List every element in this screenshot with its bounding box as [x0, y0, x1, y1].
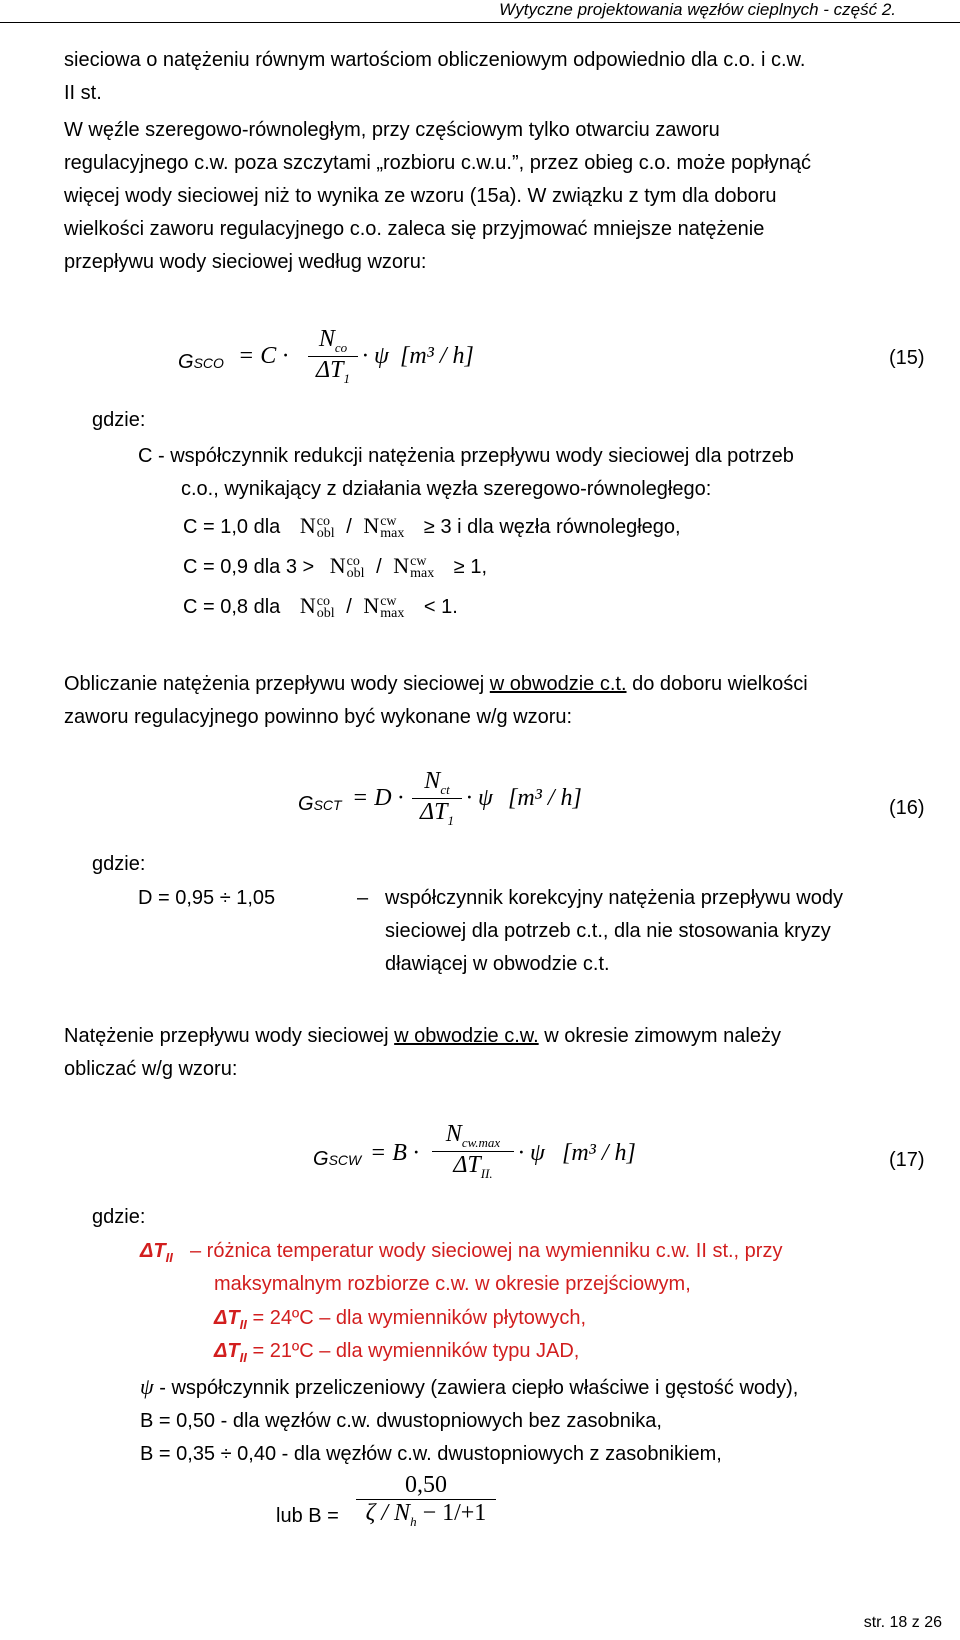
gdzie-label: gdzie:: [92, 853, 146, 875]
text-line: maksymalnym rozbiorze c.w. w okresie przejściowym,: [214, 1273, 691, 1295]
text-line: c.o., wynikający z działania węzła szeregowo-równoległego:: [181, 478, 712, 500]
page-header: [0, 0, 960, 23]
text-line: dławiącej w obwodzie c.t.: [385, 953, 610, 975]
eq-fraction: $N_{cw.max}$ $\Delta T_{II.}$: [432, 1121, 514, 1182]
condition-row: C = 0,9 dla 3 > Nco obl / Ncw max ≥ 1,: [183, 553, 488, 581]
text-line: B = 0,35 ÷ 0,40 - dla węzłów c.w. dwustopniowych z zasobnikiem,: [140, 1443, 722, 1465]
equation-number: (16): [889, 797, 925, 819]
dash: –: [357, 887, 369, 909]
gdzie-label: gdzie:: [92, 1206, 146, 1228]
text-line: obliczać w/g wzoru:: [64, 1058, 238, 1080]
document-title: Wytyczne projektowania węzłów cieplnych - część 2.: [499, 0, 896, 19]
text-line: W węźle szeregowo-równoległym, przy częściowym tylko otwarciu zaworu: [64, 119, 720, 141]
text-line: Natężenie przepływu wody sieciowej w obwodzie c.w. w okresie zimowym należy: [64, 1025, 781, 1047]
eq-unit: [m³ / h]: [508, 785, 582, 811]
condition-row: C = 0,8 dla Nco obl / Ncw max < 1.: [183, 593, 458, 621]
eq-coefficient: = D ·: [352, 785, 404, 811]
text-line: II st.: [64, 82, 102, 104]
equation-number: (17): [889, 1149, 925, 1171]
text-line: C - współczynnik redukcji natężenia przepływu wody sieciowej dla potrzeb: [138, 445, 794, 467]
text-line: zaworu regulacyjnego powinno być wykonane w/g wzoru:: [64, 706, 573, 728]
eq-lhs: GSCT: [298, 793, 342, 815]
text-line: przepływu wody sieciowej według wzoru:: [64, 251, 427, 273]
eq-psi: · ψ: [362, 343, 389, 369]
delta-t-symbol: $\Delta T_{II}$: [140, 1240, 173, 1265]
b-formula-fraction: 0,50 $\zeta / N_h - 1/+1$: [356, 1472, 496, 1530]
lub-label: lub B =: [276, 1505, 339, 1527]
text-line: ψ - współczynnik przeliczeniowy (zawiera ciepło właściwe i gęstość wody),: [140, 1374, 799, 1399]
eq-fraction: $N_{co}$ $\Delta T_1$: [308, 326, 358, 387]
text-line: B = 0,50 - dla węzłów c.w. dwustopniowych bez zasobnika,: [140, 1410, 662, 1432]
text-line: wielkości zaworu regulacyjnego c.o. zaleca się przyjmować mniejsze natężenie: [64, 218, 765, 240]
eq-psi: · ψ: [518, 1140, 545, 1166]
text-line: regulacyjnego c.w. poza szczytami „rozbioru c.w.u.”, przez obieg c.o. może popłynąć: [64, 152, 812, 174]
eq-unit: [m³ / h]: [562, 1140, 636, 1166]
text-line: – różnica temperatur wody sieciowej na wymienniku c.w. II st., przy: [190, 1240, 783, 1262]
eq-psi: · ψ: [466, 785, 493, 811]
equation-number: (15): [889, 347, 925, 369]
eq-lhs: GSCW: [313, 1148, 362, 1170]
text-line: $\Delta T_{II}$ = 24ºC – dla wymienników płytowych,: [214, 1307, 587, 1332]
eq-fraction: $N_{ct}$ $\Delta T_1$: [412, 768, 462, 829]
eq-unit: [m³ / h]: [400, 343, 474, 369]
eq-lhs: GSCO: [178, 351, 224, 373]
text-line: współczynnik korekcyjny natężenia przepływu wody: [385, 887, 843, 909]
text-line: sieciowa o natężeniu równym wartościom obliczeniowym odpowiednio dla c.o. i c.w.: [64, 49, 806, 71]
text-line: $\Delta T_{II}$ = 21ºC – dla wymienników typu JAD,: [214, 1340, 580, 1365]
eq-coefficient: = B ·: [370, 1140, 419, 1166]
eq-coefficient: = C ·: [238, 343, 289, 369]
text-line: więcej wody sieciowej niż to wynika ze wzoru (15a). W związku z tym dla doboru: [64, 185, 777, 207]
text-line: Obliczanie natężenia przepływu wody sieciowej w obwodzie c.t. do doboru wielkości: [64, 673, 808, 695]
d-value: D = 0,95 ÷ 1,05: [138, 887, 276, 909]
text-line: sieciowej dla potrzeb c.t., dla nie stosowania kryzy: [385, 920, 831, 942]
condition-row: C = 1,0 dla Nco obl / Ncw max ≥ 3 i dla węzła równoległego,: [183, 513, 681, 541]
gdzie-label: gdzie:: [92, 409, 146, 431]
page-number: str. 18 z 26: [863, 1614, 942, 1631]
